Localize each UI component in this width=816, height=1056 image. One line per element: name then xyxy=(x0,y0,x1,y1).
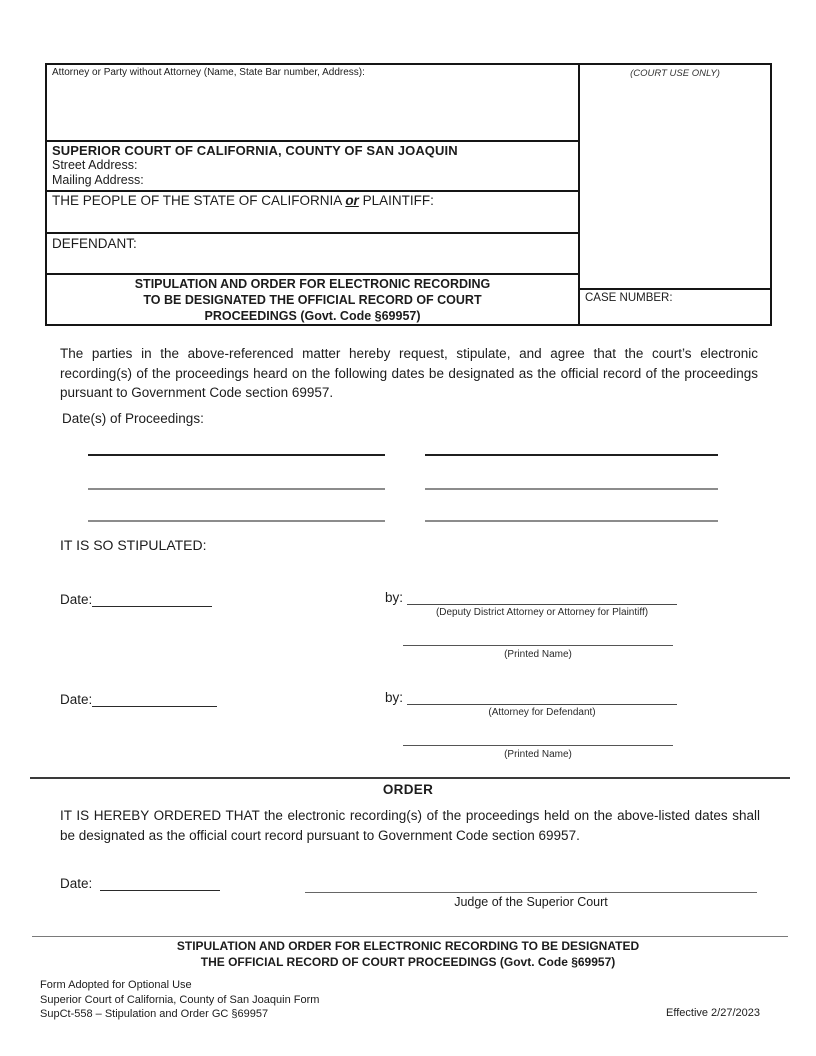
date-label: Date: xyxy=(60,876,93,891)
proceedings-date-line-3[interactable] xyxy=(88,488,385,490)
plaintiff-label-pre: THE PEOPLE OF THE STATE OF CALIFORNIA xyxy=(52,193,346,208)
signature-line-plaintiff[interactable] xyxy=(407,589,677,605)
proceedings-date-line-6[interactable] xyxy=(425,520,718,522)
form-title-line1: STIPULATION AND ORDER FOR ELECTRONIC RECORDING xyxy=(134,276,491,291)
form-title-line3: PROCEEDINGS (Govt. Code §69957) xyxy=(204,308,421,323)
judge-signature-line[interactable] xyxy=(305,877,757,893)
proceedings-date-line-1[interactable] xyxy=(88,454,385,456)
printed-name-caption: (Printed Name) xyxy=(504,649,572,660)
order-date-group xyxy=(60,875,220,891)
signature-line-defendant[interactable] xyxy=(407,689,677,705)
footer-court-line: Superior Court of California, County of San Joaquin Form xyxy=(40,993,320,1006)
defendant-label: DEFENDANT: xyxy=(52,236,137,251)
case-number-field[interactable] xyxy=(580,288,770,324)
order-date-input[interactable] xyxy=(100,875,220,891)
footer-title-line2: THE OFFICIAL RECORD OF COURT PROCEEDINGS (Govt. Code §69957) xyxy=(200,954,616,969)
proceedings-date-line-5[interactable] xyxy=(88,520,385,522)
order-divider-rule xyxy=(30,777,790,779)
court-use-only-area xyxy=(580,65,770,288)
stipulated-heading: IT IS SO STIPULATED: xyxy=(60,537,207,553)
caption-right-column xyxy=(580,65,770,324)
stipulation-date-group-defendant xyxy=(60,691,217,707)
date-label: Date: xyxy=(60,692,93,707)
by-row xyxy=(385,689,677,705)
order-heading: ORDER xyxy=(382,782,434,797)
case-number-label: CASE NUMBER: xyxy=(585,292,673,304)
footer-effective-date: Effective 2/27/2023 xyxy=(666,1007,760,1019)
date-input-plaintiff[interactable] xyxy=(92,591,212,607)
plaintiff-field[interactable] xyxy=(47,192,578,234)
attorney-info-field[interactable] xyxy=(47,65,578,142)
court-name: SUPERIOR COURT OF CALIFORNIA, COUNTY OF SAN JOAQUIN xyxy=(52,143,458,158)
printed-name-caption: (Printed Name) xyxy=(504,749,572,760)
by-label: by: xyxy=(385,690,404,705)
printed-name-line-plaintiff[interactable] xyxy=(403,645,673,646)
footer-form-info xyxy=(40,978,319,1022)
plaintiff-label-post: PLAINTIFF: xyxy=(358,193,434,208)
plaintiff-label-or: or xyxy=(345,193,359,208)
signature-block-plaintiff xyxy=(385,589,677,660)
footer-divider-rule xyxy=(32,936,788,937)
proceedings-date-line-4[interactable] xyxy=(425,488,718,490)
court-use-only-label: (COURT USE ONLY) xyxy=(630,68,720,79)
caption-left-column xyxy=(47,65,580,324)
mailing-address-field[interactable]: Mailing Address: xyxy=(52,173,144,187)
stipulation-date-group-plaintiff xyxy=(60,591,212,607)
street-address-field[interactable]: Street Address: xyxy=(52,158,138,172)
printed-name-line-defendant[interactable] xyxy=(403,745,673,746)
footer-title-line1: STIPULATION AND ORDER FOR ELECTRONIC RECORDING TO BE DESIGNATED xyxy=(176,939,640,953)
judge-signature-group xyxy=(305,877,757,909)
signer1-caption: (Deputy District Attorney or Attorney for Plaintiff) xyxy=(435,607,649,618)
date-input-defendant[interactable] xyxy=(92,691,217,707)
footer-adopted-line: Form Adopted for Optional Use xyxy=(40,979,192,991)
signer2-caption: (Attorney for Defendant) xyxy=(488,707,596,718)
date-label: Date: xyxy=(60,592,93,607)
attorney-info-label: Attorney or Party without Attorney (Name, State Bar number, Address): xyxy=(52,67,365,78)
footer-form-title xyxy=(0,939,816,970)
intro-paragraph: The parties in the above-referenced matter hereby request, stipulate, and agree that the court’s electronic recording(s) of the proceedings heard on the following dates be designated as the official record of the proceedings pursuant to Government Code section 69957. xyxy=(60,346,758,400)
footer-form-number-line: SupCt-558 – Stipulation and Order GC §69957 xyxy=(40,1008,269,1020)
order-paragraph: IT IS HEREBY ORDERED THAT the electronic recording(s) of the proceedings held on the above-listed dates shall be designated as the official court record pursuant to Government Code section 69957. xyxy=(60,808,760,843)
signature-block-defendant xyxy=(385,689,677,760)
case-caption-box xyxy=(45,63,772,326)
judge-caption: Judge of the Superior Court xyxy=(454,895,608,909)
dates-of-proceedings-label: Date(s) of Proceedings: xyxy=(62,411,204,426)
form-title xyxy=(47,275,578,324)
proceedings-date-line-2[interactable] xyxy=(425,454,718,456)
form-title-line2: TO BE DESIGNATED THE OFFICIAL RECORD OF COURT xyxy=(143,292,482,307)
defendant-field[interactable] xyxy=(47,234,578,275)
by-row xyxy=(385,589,677,605)
court-address-block xyxy=(47,142,578,192)
by-label: by: xyxy=(385,590,404,605)
